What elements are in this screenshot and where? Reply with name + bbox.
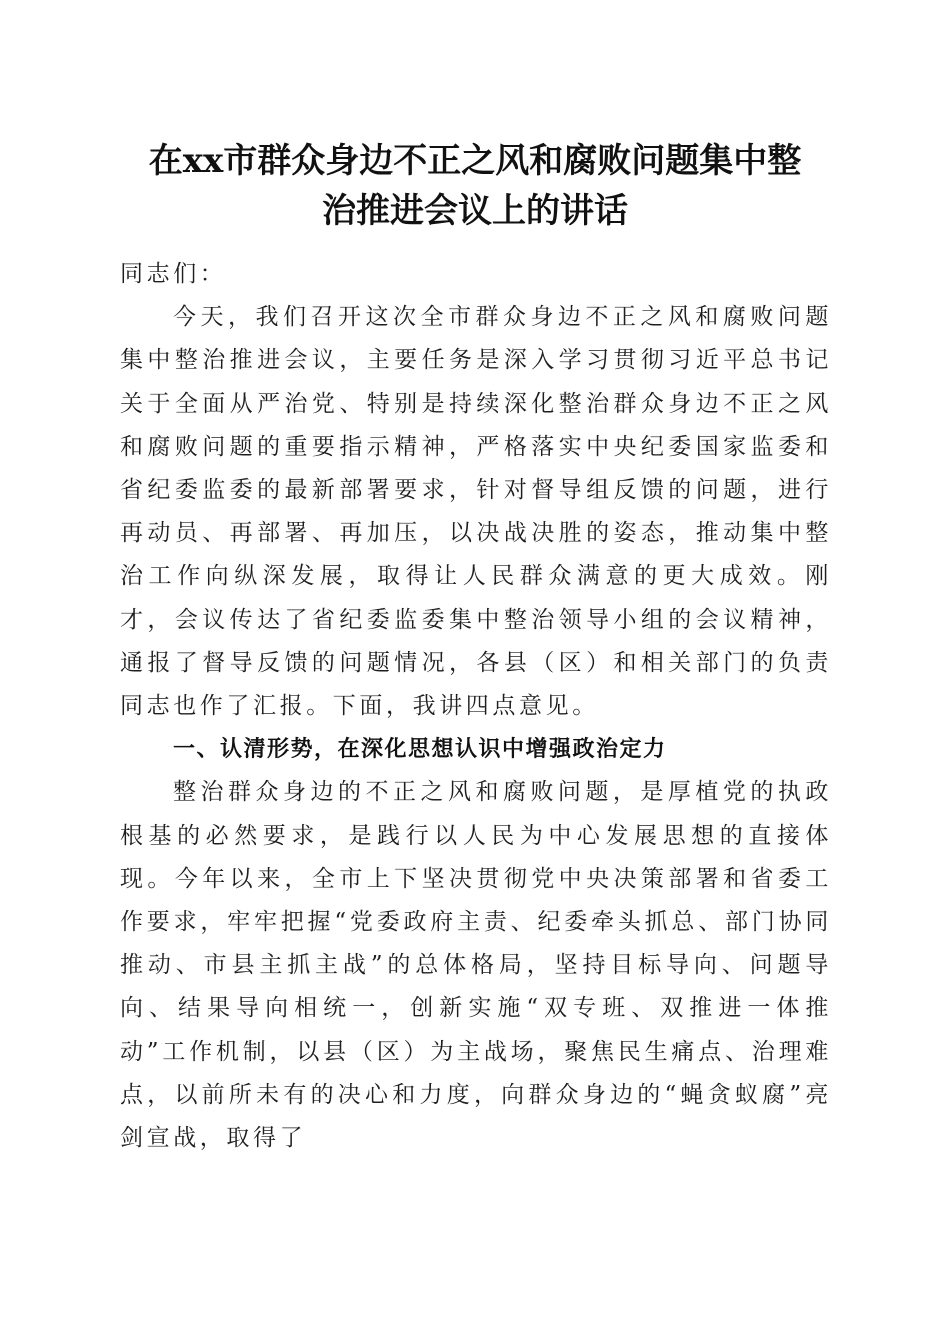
salutation: 同志们：: [120, 261, 227, 287]
paragraph-section-1: 整治群众身边的不正之风和腐败问题，是厚植党的执政根基的必然要求，是践行以人民为中心发展思想的直接体现。今年以来，全市上下坚决贯彻党中央决策部署和省委工作要求，牢牢把握“党委政府主责、纪委牵头抓总、部门协同推动、市县主抓主战”的总体格局，坚持目标导向、问题导向、结果导向相统一，创新实施“双专班、双推进一体推动”工作机制，以县（区）为主战场，聚焦民生痛点、治理难点，以前所未有的决心和力度，向群众身边的“蝇贪蚁腐”亮剑宣战，取得了: [120, 779, 832, 1152]
title-line-2: 治推进会议上的讲话: [322, 191, 628, 231]
document-title: [110, 136, 840, 236]
title-line-1: 在xx市群众身边不正之风和腐败问题集中整: [148, 141, 802, 181]
document-body: [120, 253, 832, 1160]
section-heading-1: 一、认清形势，在深化思想认识中增强政治定力: [173, 737, 667, 763]
paragraph-intro: 今天，我们召开这次全市群众身边不正之风和腐败问题集中整治推进会议，主要任务是深入学习贯彻习近平总书记关于全面从严治党、特别是持续深化整治群众身边不正之风和腐败问题的重要指示精神，严格落实中央纪委国家监委和省纪委监委的最新部署要求，针对督导组反馈的问题，进行再动员、再部署、再加压，以决战决胜的姿态，推动集中整治工作向纵深发展，取得让人民群众满意的更大成效。刚才，会议传达了省纪委监委集中整治领导小组的会议精神，通报了督导反馈的问题情况，各县（区）和相关部门的负责同志也作了汇报。下面，我讲四点意见。: [120, 304, 832, 720]
